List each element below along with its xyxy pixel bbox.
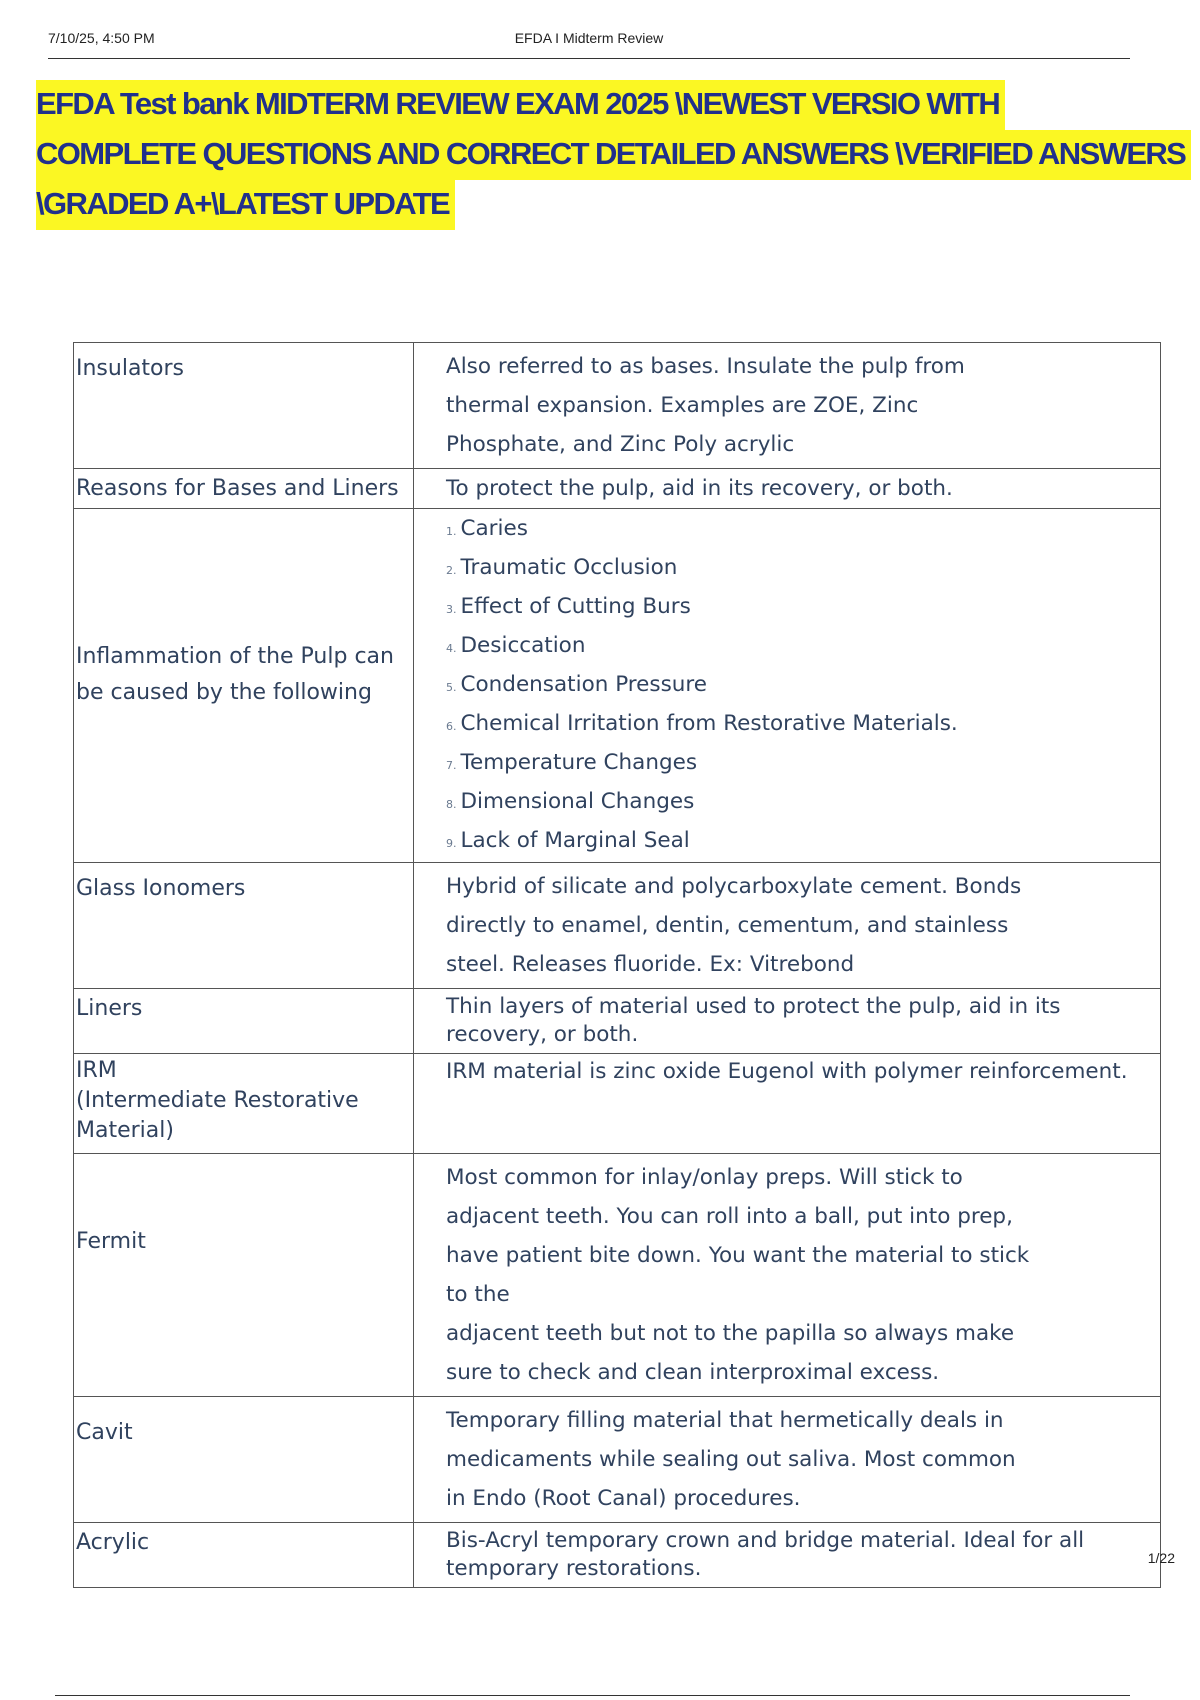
table-row: [74, 1397, 1161, 1523]
print-header: [48, 28, 1130, 59]
list-number: 6.: [446, 720, 457, 733]
term-text-line: Material): [76, 1118, 174, 1143]
term-text: Cavit: [76, 1420, 133, 1445]
list-number: 9.: [446, 837, 457, 850]
term-text: Reasons for Bases and Liners: [76, 476, 399, 501]
term-text: Glass Ionomers: [76, 876, 246, 901]
term-cell: [74, 469, 414, 509]
definition-cell: [414, 1054, 1161, 1154]
definition-line: in Endo (Root Canal) procedures.: [446, 1486, 801, 1511]
list-item-text: Traumatic Occlusion: [460, 555, 678, 580]
term-text-line: (Intermediate Restorative: [76, 1088, 359, 1113]
term-text: Insulators: [76, 356, 185, 381]
term-cell: [74, 343, 414, 469]
definition-line: Most common for inlay/onlay preps. Will stick to: [446, 1165, 963, 1190]
list-item: [446, 784, 1150, 823]
list-number: 3.: [446, 603, 457, 616]
list-item-text: Desiccation: [460, 633, 586, 658]
definition-line: to the: [446, 1282, 510, 1307]
definition-line: IRM material is zinc oxide Eugenol with polymer reinforcement.: [446, 1059, 1128, 1084]
table-row: [74, 1154, 1161, 1397]
definition-line: adjacent teeth. You can roll into a ball, put into prep,: [446, 1204, 1013, 1229]
definition-line: adjacent teeth but not to the papilla so always make: [446, 1321, 1015, 1346]
definition-line: directly to enamel, dentin, cementum, and stainless: [446, 913, 1009, 938]
term-text-line: be caused by the following: [76, 679, 372, 705]
definition-cell: [414, 1154, 1161, 1397]
footer-divider: [55, 1695, 1130, 1696]
page-number: 1/22: [1147, 1550, 1175, 1566]
title-line-3: \GRADED A+\LATEST UPDATE: [36, 180, 455, 230]
definition-cell: [414, 1523, 1161, 1588]
definition-line: Thin layers of material used to protect the pulp, aid in its: [446, 994, 1061, 1019]
definition-cell: [414, 343, 1161, 469]
term-text-line: IRM: [76, 1058, 117, 1083]
list-item: [446, 745, 1150, 784]
list-item-text: Condensation Pressure: [460, 672, 707, 697]
list-number: 4.: [446, 642, 457, 655]
definition-line: Hybrid of silicate and polycarboxylate cement. Bonds: [446, 874, 1022, 899]
list-item: [446, 823, 1150, 862]
definition-line: temporary restorations.: [446, 1556, 702, 1581]
review-table: [73, 342, 1161, 1588]
list-item-text: Temperature Changes: [460, 750, 698, 775]
definition-line: thermal expansion. Examples are ZOE, Zinc: [446, 393, 919, 418]
definition-cell: [414, 509, 1161, 863]
table-row: [74, 343, 1161, 469]
definition-cell: [414, 469, 1161, 509]
title-line-2: COMPLETE QUESTIONS AND CORRECT DETAILED ANSWERS \VERIFIED ANSWERS: [36, 130, 1191, 180]
term-cell: [74, 1523, 414, 1588]
list-number: 1.: [446, 525, 457, 538]
definition-line: medicaments while sealing out saliva. Most common: [446, 1447, 1016, 1472]
term-cell: [74, 509, 414, 863]
list-item: [446, 706, 1150, 745]
list-item: [446, 628, 1150, 667]
list-item: [446, 589, 1150, 628]
table-row: [74, 469, 1161, 509]
table-row: [74, 1523, 1161, 1588]
term-text: Fermit: [76, 1229, 146, 1254]
list-number: 5.: [446, 681, 457, 694]
list-item-text: Chemical Irritation from Restorative Materials.: [460, 711, 958, 736]
term-text-line: Inflammation of the Pulp can: [76, 643, 394, 669]
table-row: [74, 989, 1161, 1054]
definition-cell: [414, 1397, 1161, 1523]
definition-line: steel. Releases fluoride. Ex: Vitrebond: [446, 952, 855, 977]
definition-line: Bis-Acryl temporary crown and bridge material. Ideal for all: [446, 1528, 1085, 1553]
table-row: [74, 863, 1161, 989]
term-cell: [74, 989, 414, 1054]
definition-line: have patient bite down. You want the material to stick: [446, 1243, 1030, 1268]
definition-line: Also referred to as bases. Insulate the pulp from: [446, 354, 965, 379]
title-line-1: EFDA Test bank MIDTERM REVIEW EXAM 2025 \NEWEST VERSIO WITH: [36, 80, 1005, 130]
print-date: 7/10/25, 4:50 PM: [48, 30, 155, 46]
term-cell: [74, 1397, 414, 1523]
definition-line: To protect the pulp, aid in its recovery, or both.: [446, 476, 953, 501]
list-item: [446, 511, 1150, 550]
definition-cell: [414, 863, 1161, 989]
list-number: 2.: [446, 564, 457, 577]
term-text: Liners: [76, 996, 143, 1021]
list-item-text: Effect of Cutting Burs: [460, 594, 691, 619]
definition-line: recovery, or both.: [446, 1022, 639, 1047]
list-item: [446, 550, 1150, 589]
list-item-text: Caries: [460, 516, 528, 541]
term-text: Acrylic: [76, 1530, 150, 1555]
cause-list: [446, 511, 1150, 862]
list-item: [446, 667, 1150, 706]
definition-cell: [414, 989, 1161, 1054]
term-cell: [74, 863, 414, 989]
table-row: [74, 1054, 1161, 1154]
term-cell: [74, 1054, 414, 1154]
definition-line: Temporary filling material that hermetically deals in: [446, 1408, 1004, 1433]
list-number: 7.: [446, 759, 457, 772]
table-row: [74, 509, 1161, 863]
print-doc-title: EFDA I Midterm Review: [514, 30, 664, 46]
term-cell: [74, 1154, 414, 1397]
definition-line: sure to check and clean interproximal excess.: [446, 1360, 940, 1385]
list-number: 8.: [446, 798, 457, 811]
list-item-text: Lack of Marginal Seal: [460, 828, 690, 853]
definition-line: Phosphate, and Zinc Poly acrylic: [446, 432, 795, 457]
list-item-text: Dimensional Changes: [460, 789, 695, 814]
